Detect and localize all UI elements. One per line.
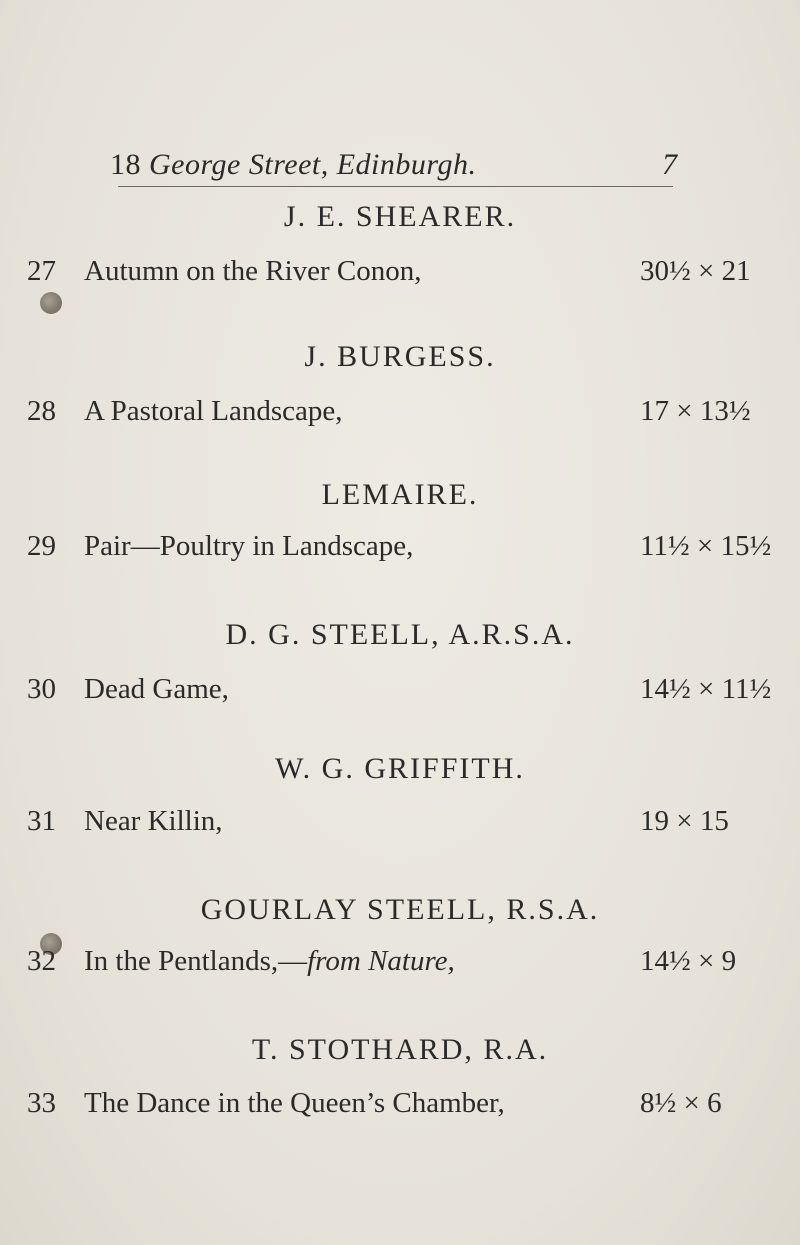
lot-number: 31	[27, 805, 56, 837]
artwork-title: The Dance in the Queen’s Chamber,	[84, 1087, 505, 1119]
artwork-dimensions: 14½ × 9	[640, 945, 737, 977]
header-title: 18 George Street, Edinburgh.	[110, 148, 477, 181]
lot-number: 29	[27, 530, 56, 562]
artwork-title: Dead Game,	[84, 673, 229, 705]
artist-name: T. STOTHARD, R.A.	[251, 1033, 549, 1066]
artwork-title: Pair—Poultry in Landscape,	[84, 530, 414, 562]
lot-number: 33	[27, 1087, 56, 1119]
catalogue-entry	[0, 255, 800, 295]
artwork-title: Near Killin,	[84, 805, 223, 837]
catalogue-entry	[0, 945, 800, 985]
artwork-dimensions: 19 × 15	[640, 805, 729, 837]
artwork-dimensions: 17 × 13½	[640, 395, 751, 427]
artist-name: LEMAIRE.	[321, 478, 479, 511]
lot-number: 27	[27, 255, 56, 287]
catalogue-entry	[0, 395, 800, 435]
artwork-title: In the Pentlands,—from Nature,	[84, 945, 455, 977]
artist-name: D. G. STEELL, A.R.S.A.	[225, 618, 575, 651]
artwork-dimensions: 14½ × 11½	[640, 673, 772, 705]
catalogue-entry	[0, 530, 800, 570]
catalogue-entry	[0, 805, 800, 845]
artwork-title: A Pastoral Landscape,	[84, 395, 343, 427]
artist-name: W. G. GRIFFITH.	[275, 752, 525, 785]
artist-name: J. E. SHEARER.	[283, 200, 517, 233]
binding-hole-top	[40, 292, 62, 314]
header-rule	[118, 186, 673, 187]
catalogue-entry	[0, 673, 800, 713]
artist-name: J. BURGESS.	[304, 340, 496, 373]
artwork-title: Autumn on the River Conon,	[84, 255, 422, 287]
artist-name: GOURLAY STEELL, R.S.A.	[200, 893, 600, 926]
artwork-dimensions: 30½ × 21	[640, 255, 751, 287]
artwork-dimensions: 11½ × 15½	[640, 530, 772, 562]
lot-number: 28	[27, 395, 56, 427]
lot-number: 32	[27, 945, 56, 977]
catalogue-entry	[0, 1087, 800, 1127]
lot-number: 30	[27, 673, 56, 705]
page-number: 7	[662, 148, 678, 181]
page-header	[110, 148, 690, 188]
artwork-dimensions: 8½ × 6	[640, 1087, 722, 1119]
